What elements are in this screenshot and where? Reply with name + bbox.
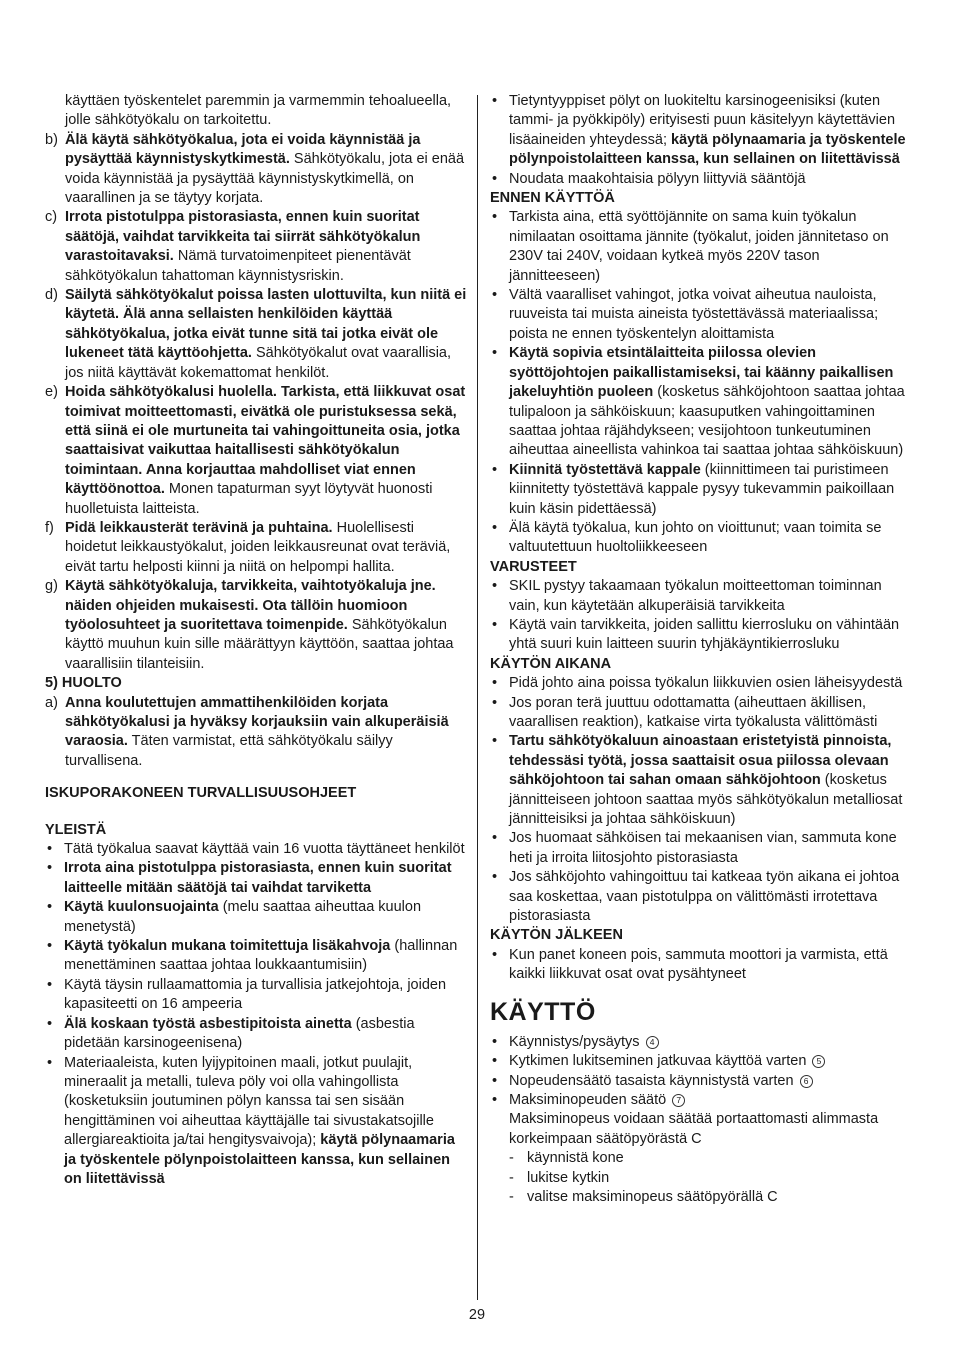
list-item: • SKIL pystyy takaamaan työkalun moitteettoman toiminnan vain, kun käytetään alkuperäisiä tarvikkeita [490,577,914,616]
list-item: • Jos sähköjohto vahingoittuu tai katkeaa työn aikana ei johtoa saa koskettaa, vaan pistotulppa on välittömästi irrotettava pistorasiasta [490,868,914,926]
callout-number-icon: 5 [812,1055,825,1068]
rule-label: f) [45,519,54,536]
section-heading-yleista: YLEISTÄ [45,821,107,838]
operation-list [490,1033,914,1208]
list-item: • Kiinnitä työstettävä kappale (kiinnittimeen tai puristimeen kiinnitetty työstettävä kappale pysyy tukevammin paikoillaan kuin käsin pidettäessä) [490,461,914,519]
rule-g: g) Käytä sähkötyökaluja, tarvikkeita, vaihtotyökaluja jne. näiden ohjeiden mukaisesti. Ota tällöin huomioon työolosuhteet ja suoritettava toimenpide. Sähkötyökalun käyttö muuhun kuin sille määrättyyn käyttöön, saattaa johtaa vaarallisiin tilanteisiin. [45,578,454,672]
list-item: • Tätä työkalua saavat käyttää vain 16 vuotta täyttäneet henkilöt [45,840,467,859]
list-item: • Käytä täysin rullaamattomia ja turvallisia jatkejohtoja, joiden kapasiteetti on 16 ampeeria [45,976,467,1015]
list-item: • Käytä työkalun mukana toimitettuja lisäkahvoja (hallinnan menettäminen saattaa johtaa loukkaantumisiin) [45,937,467,976]
list-item: • Materiaaleista, kuten lyijypitoinen maali, jotkut puulajit, mineraalit ja metalli, tuleva pöly voi olla vahingollista (kosketuksiin joutuminen pölyn kanssa tai sen sisään hengittäminen voi aiheuttaa käyttäjälle tai sivustakatsojille allergiareaktioita ja/tai hengitysvaivoja); käytä pölynaamaria ja työskentele pölynpoistolaitteen kanssa, kun sellainen on liitettävissä [45,1054,467,1190]
list-item: • Kytkimen lukitseminen jatkuvaa käyttöä varten 5 [490,1052,914,1071]
rule-label: d) [45,287,58,304]
list-item: • Tietyntyyppiset pölyt on luokiteltu karsinogeenisiksi (kuten tammi- ja pyökkipöly) erityisesti puun käsitelyyn käytettävien lisäaineiden yhteydessä; käytä pölynaamaria ja työskentele pölynpoistolaitteen kanssa, kun sellainen on liitettävissä [490,92,914,170]
step-item: - lukitse kytkin [509,1169,610,1186]
step-item: - käynnistä kone [509,1150,624,1167]
rule-a: a) Anna koulutettujen ammattihenkilöiden korjata sähkötyökalusi ja hyväksy korjauksiin vain alkuperäisiä varaosia. Täten varmistat, että sähkötyökalu säilyy turvallisena. [45,694,449,769]
section-heading-ennen: ENNEN KÄYTTÖÄ [490,190,615,207]
list-item: • Maksiminopeuden säätö 7 [490,1091,914,1110]
list-item: • Kun panet koneen pois, sammuta moottori ja varmista, että kaikki liikkuvat osat ovat pysähtyneet [490,946,914,985]
rule-d: d) Säilytä sähkötyökalut poissa lasten ulottuvilta, kun niitä ei käytetä. Älä anna sellaisten henkilöiden käyttää sähkötyökalua, jotka eivät tunne sitä tai jotka eivät ole lukeneet tätä käyttöohjetta. Sähkötyökalut ovat vaarallisia, jos niitä käyttävät kokemattomat henkilöt. [45,287,467,381]
rule-label: b) [45,131,58,148]
max-speed-description: Maksiminopeus voidaan säätää portaattomasti alimmasta korkeimpaan säätöpyörästä C [509,1111,879,1147]
callout-number-icon: 4 [646,1036,659,1049]
section-heading-huolto: 5) HUOLTO [45,675,122,692]
section-heading-varusteet: VARUSTEET [490,558,577,575]
list-item: • Käytä kuulonsuojainta (melu saattaa aiheuttaa kuulon menetystä) [45,898,467,937]
right-column [490,92,914,1207]
rule-label: a) [45,694,58,711]
list-item: • Älä käytä työkalua, kun johto on vioittunut; vaan toimita se valtuutettuun huoltoliikkeeseen [490,519,914,558]
general-list [45,840,467,1189]
section-heading-jalkeen: KÄYTÖN JÄLKEEN [490,927,623,944]
section-title-kaytto: KÄYTTÖ [490,997,596,1026]
page-number: 29 [468,1307,486,1323]
rule-label: g) [45,578,58,595]
callout-number-icon: 7 [672,1094,685,1107]
list-item: • Nopeudensäätö tasaista käynnistystä varten 6 [490,1072,914,1091]
rule-f: f) Pidä leikkausterät terävinä ja puhtaina. Huolellisesti hoidetut leikkaustyökalut, joiden leikkausreunat ovat teräviä, eivät tartu helposti kiinni ja niitä on helpompi hallita. [45,519,451,575]
list-item: • Vältä vaaralliset vahingot, jotka voivat aiheutua nauloista, ruuveista tai muista aineista työstettävässä materiaalissa; poista ne ennen työskentelyn aloittamista [490,286,914,344]
rule-label: e) [45,384,58,401]
before-use-list [490,208,914,557]
callout-number-icon: 6 [800,1075,813,1088]
left-column [45,92,467,1189]
list-item: • Tartu sähkötyökaluun ainoastaan eristetyistä pinnoista, tehdessäsi työtä, jossa saattaisit osua piilossa olevaan sähköjohtoon tai sahan omaan sähköjohtoon (kosketus jännitteiseen johtoon saattaa myös sähkötyökalun metalliosat jännitteisiksi ja johtaa sähköiskuun) [490,732,914,829]
list-item: • Jos poran terä juuttuu odottamatta (aiheuttaen äkillisen, vaarallisen reaktion), katkaise virta työkalusta välittömästi [490,694,914,733]
list-item: • Noudata maakohtaisia pölyyn liittyviä sääntöjä [490,170,914,189]
accessories-list [490,577,914,655]
rule-c: c) Irrota pistotulppa pistorasiasta, ennen kuin suoritat säätöjä, vaihdat tarvikkeita tai siirrät sähkötyökalun varastoitavaksi. Nämä turvatoimenpiteet pienentävät sähkötyökalun tahattoman käynnistysriskin. [45,209,421,284]
column-divider [477,95,478,1300]
section-heading-aikana: KÄYTÖN AIKANA [490,655,612,672]
list-item: • Käynnistys/pysäytys 4 [490,1033,914,1052]
list-item: • Käytä sopivia etsintälaitteita piilossa olevien syöttöjohtojen paikallistamiseksi, tai käänny paikallisen jakeluyhtiön puoleen (kosketus sähköjohtoon saattaa johtaa tulipaloon ja sähköiskuun; kaasuputken vahingoittaminen saattaa johtaa räjähdykseen; vesijohtoon tunkeutuminen aiheuttaa aineellista vahinkoa tai saattaa johtaa sähköiskuun) [490,344,914,460]
rule-label: c) [45,209,58,226]
list-item: • Jos huomaat sähköisen tai mekaanisen vian, sammuta kone heti ja irroita liitosjohto pistorasiasta [490,829,914,868]
section-heading-safety: ISKUPORAKONEEN TURVALLISUUSOHJEET [45,785,357,802]
rule-e: e) Hoida sähkötyökalusi huolella. Tarkista, että liikkuvat osat toimivat moitteettomasti, eivätkä ole puristuksessa sekä, että siinä ei ole murtuneita tai vahingoittuneita osia, jotka saattaisivat vaikuttaa haitallisesti sähkötyökalun toimintaan. Anna korjauttaa mahdolliset viat ennen käyttöönottoa. Monen tapaturman syyt löytyvät huonosti huolletuista laitteista. [45,384,466,517]
continued-paragraph: käyttäen työskentelet paremmin ja varmemmin tehoalueella, jolle sähkötyökalu on tarkoitettu. [65,93,452,129]
list-item: • Irrota aina pistotulppa pistorasiasta, ennen kuin suoritat laitteelle mitään säätöjä tai vaihdat tarviketta [45,859,467,898]
list-item: • Käytä vain tarvikkeita, joiden sallittu kierrosluku on vähintään yhtä suuri kuin laitteen suurin tyhjäkäyntikierrosluku [490,616,914,655]
list-item: • Pidä johto aina poissa työkalun liikkuvien osien läheisyydestä [490,674,914,693]
list-item: • Tarkista aina, että syöttöjännite on sama kuin työkalun nimilaatan osoittama jännite (työkalut, joiden jännitetaso on 230V tai 240V, voidaan kytkeä myös 220V tason jännitteeseen) [490,208,914,286]
during-use-list [490,674,914,926]
step-item: - valitse maksiminopeus säätöpyörällä C [509,1188,778,1205]
list-item: • Älä koskaan työstä asbestipitoista ainetta (asbestia pidetään karsinogeenisena) [45,1015,467,1054]
rule-b: b) Älä käytä sähkötyökalua, jota ei voida käynnistää ja pysäyttää käynnistyskytkimestä. Sähkötyökalu, jota ei enää voida käynnistää ja pysäyttää käynnistyskytkimellä, on vaarallinen ja se täytyy korjata. [45,131,465,207]
